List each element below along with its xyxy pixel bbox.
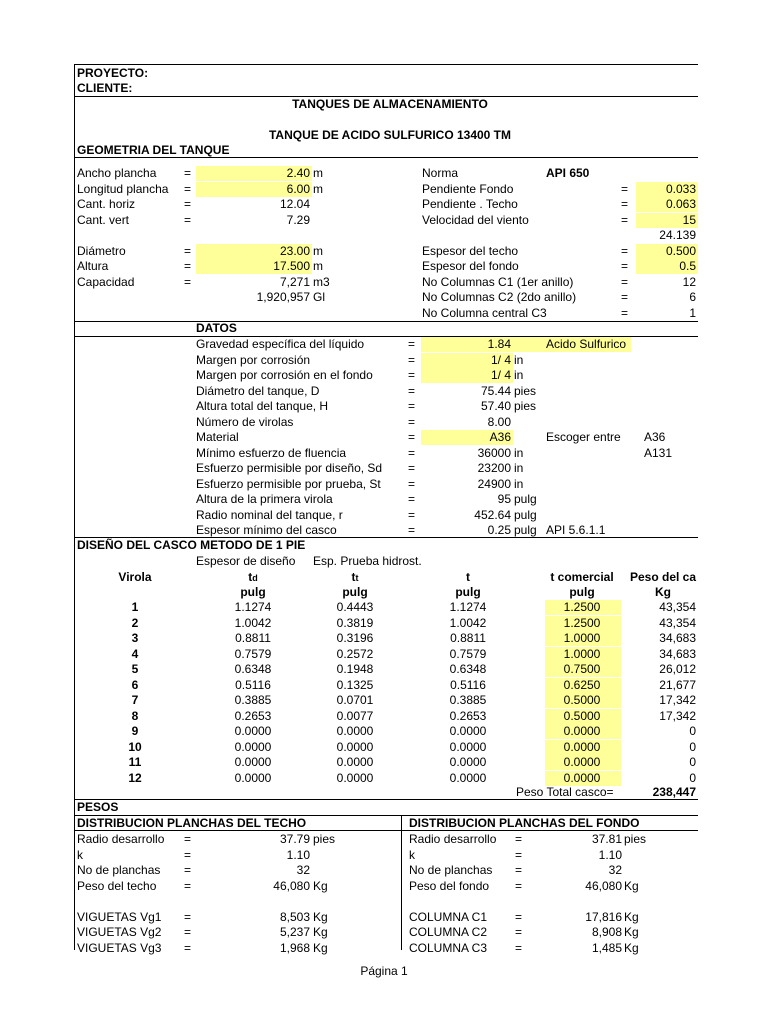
pesos-title: PESOS xyxy=(77,800,119,814)
fondo-label: COLUMNA C3 xyxy=(409,940,488,955)
geo-left-unit: m xyxy=(313,166,323,180)
fondo-eq: = xyxy=(515,847,523,862)
techo-unit: Kg xyxy=(313,878,328,893)
techo-unit: Kg xyxy=(313,925,328,939)
geo-right-label: No Columna central C3 xyxy=(422,305,547,320)
datos-note2: A36 xyxy=(644,430,666,444)
fondo-value: 32 xyxy=(608,863,622,877)
datos-value: 1/ 4 xyxy=(490,352,511,367)
datos-eq: = xyxy=(408,461,416,475)
casco-unit: pulg xyxy=(342,585,368,599)
datos-eq: = xyxy=(408,445,416,460)
casco-sub-tt: Esp. Prueba hidrost. xyxy=(313,554,422,568)
geo-right-value: 0.063 xyxy=(665,197,696,211)
techo-label: VIGUETAS Vg1 xyxy=(77,909,162,924)
datos-value: 57.40 xyxy=(480,399,511,413)
geo-right-value: 0.5 xyxy=(679,259,696,273)
geo-right-value: 1 xyxy=(689,305,696,320)
geometria-title: GEOMETRIA DEL TANQUE xyxy=(77,143,230,157)
casco-row-peso: 0 xyxy=(689,739,696,754)
datos-value: 0.25 xyxy=(487,523,511,537)
datos-unit: in xyxy=(514,352,524,367)
geo-right-eq: = xyxy=(621,181,629,196)
datos-label: Margen por corrosión en el fondo xyxy=(196,368,373,382)
techo-eq: = xyxy=(184,925,192,939)
datos-eq: = xyxy=(408,492,416,506)
datos-unit: pulg xyxy=(514,492,537,506)
datos-note: Acido Sulfurico xyxy=(546,337,627,351)
geo-right-value: 12 xyxy=(682,274,696,289)
casco-row-virola: 7 xyxy=(131,693,139,707)
casco-row-cell: 1.0042 xyxy=(234,615,272,630)
datos-label: Mínimo esfuerzo de fluencia xyxy=(196,445,347,460)
geo-right-label: Pendiente . Techo xyxy=(422,197,518,211)
geo-right-value: 0.500 xyxy=(665,243,696,258)
casco-row-peso: 0 xyxy=(689,724,696,738)
casco-row-cell: 0.1325 xyxy=(336,677,374,692)
datos-label: Altura total del tanque, H xyxy=(196,399,329,413)
fondo-title: DISTRIBUCION PLANCHAS DEL FONDO xyxy=(409,816,640,830)
casco-row-virola: 6 xyxy=(131,677,139,692)
geo-left-unit: m3 xyxy=(313,274,330,289)
datos-eq: = xyxy=(408,430,416,444)
casco-row-peso: 34,683 xyxy=(659,646,696,661)
geo-left-value: 6.00 xyxy=(286,181,310,196)
geo-left-label: Altura xyxy=(77,259,109,273)
page-title: TANQUES DE ALMACENAMIENTO xyxy=(292,97,488,111)
fondo-value: 1,485 xyxy=(591,940,622,955)
geo-left-eq: = xyxy=(184,259,192,273)
casco-row-virola: 9 xyxy=(131,724,139,738)
casco-row-peso: 17,342 xyxy=(659,693,696,707)
geo-left-eq: = xyxy=(184,243,192,258)
geo-right-label: Espesor del techo xyxy=(422,243,519,258)
geo-right-value: 0.033 xyxy=(665,181,696,196)
casco-row-cell: 0.0000 xyxy=(336,770,374,785)
geo-right-eq: = xyxy=(621,290,629,304)
geo-right-value: 24.139 xyxy=(659,228,696,242)
casco-row-cell: 0.0077 xyxy=(336,708,374,723)
geo-right-label: No Columnas C2 (2do anillo) xyxy=(422,290,577,304)
datos-unit: in xyxy=(514,461,524,475)
casco-row-cell: 0.6250 xyxy=(563,677,601,692)
datos-value: 36000 xyxy=(477,445,511,460)
casco-row-peso: 34,683 xyxy=(659,631,696,645)
datos-note: API 5.6.1.1 xyxy=(546,523,606,537)
casco-header: t xyxy=(466,570,470,584)
datos-unit: pies xyxy=(514,383,537,398)
casco-row-cell: 0.3885 xyxy=(449,693,487,707)
casco-row-cell: 0.5000 xyxy=(563,693,601,707)
datos-note2: A131 xyxy=(644,445,673,460)
casco-sub-td: Espesor de diseño xyxy=(196,554,296,568)
casco-row-cell: 0.0000 xyxy=(234,755,272,769)
casco-row-cell: 1.2500 xyxy=(563,615,601,630)
geo-right-eq: = xyxy=(621,305,629,320)
casco-row-cell: 0.0000 xyxy=(234,739,272,754)
fondo-eq: = xyxy=(515,863,523,877)
datos-eq: = xyxy=(408,337,416,351)
casco-row-peso: 43,354 xyxy=(659,600,696,614)
geo-right-label: Espesor del fondo xyxy=(422,259,519,273)
geo-right-label: Velocidad del viento xyxy=(422,212,529,227)
datos-eq: = xyxy=(408,476,416,491)
casco-row-cell: 0.0000 xyxy=(234,770,272,785)
datos-value: 75.44 xyxy=(480,383,511,398)
datos-eq: = xyxy=(408,523,416,537)
cliente-label: CLIENTE: xyxy=(77,81,133,95)
datos-eq: = xyxy=(408,414,416,429)
datos-unit: in xyxy=(514,476,524,491)
techo-value: 37.79 xyxy=(279,832,310,846)
datos-eq: = xyxy=(408,399,416,413)
datos-eq: = xyxy=(408,383,416,398)
datos-label: Gravedad específica del líquido xyxy=(196,337,365,351)
casco-row-cell: 0.0000 xyxy=(336,755,374,769)
datos-unit: in xyxy=(514,368,524,382)
techo-title: DISTRIBUCION PLANCHAS DEL TECHO xyxy=(77,816,307,830)
casco-row-cell: 0.6348 xyxy=(234,662,272,676)
casco-row-cell: 0.1948 xyxy=(336,662,374,676)
casco-row-virola: 10 xyxy=(128,739,142,754)
geo-left-label: Ancho plancha xyxy=(77,166,157,180)
geo-right-eq: = xyxy=(621,274,629,289)
casco-row-cell: 0.7579 xyxy=(449,646,487,661)
casco-row-cell: 0.3819 xyxy=(336,615,374,630)
casco-row-cell: 1.1274 xyxy=(449,600,487,614)
fondo-eq: = xyxy=(515,832,523,846)
datos-eq: = xyxy=(408,507,416,522)
casco-row-peso: 26,012 xyxy=(659,662,696,676)
datos-value: 1/ 4 xyxy=(490,368,511,382)
techo-eq: = xyxy=(184,832,192,846)
casco-unit: pulg xyxy=(455,585,481,599)
fondo-eq: = xyxy=(515,925,523,939)
casco-header: t comercial xyxy=(550,570,614,584)
geo-left-label: Cant. vert xyxy=(77,212,130,227)
casco-row-virola: 3 xyxy=(131,631,139,645)
techo-eq: = xyxy=(184,847,192,862)
datos-unit: pulg xyxy=(514,507,537,522)
casco-row-peso: 0 xyxy=(689,770,696,785)
techo-label: k xyxy=(77,847,83,862)
casco-row-cell: 0.0000 xyxy=(449,770,487,785)
techo-value: 32 xyxy=(296,863,310,877)
geo-left-unit: Gl xyxy=(313,290,325,304)
casco-row-cell: 0.5116 xyxy=(235,677,271,692)
fondo-label: k xyxy=(409,847,415,862)
casco-unit: pulg xyxy=(240,585,266,599)
datos-label: Espesor mínimo del casco xyxy=(196,523,337,537)
fondo-unit: Kg xyxy=(624,878,639,893)
casco-row-cell: 0.0000 xyxy=(449,755,487,769)
casco-row-cell: 0.2653 xyxy=(234,708,272,723)
fondo-eq: = xyxy=(515,940,523,955)
casco-row-cell: 0.7500 xyxy=(563,662,601,676)
fondo-label: No de planchas xyxy=(409,863,493,877)
casco-row-virola: 8 xyxy=(131,708,139,723)
techo-label: Peso del techo xyxy=(77,878,157,893)
geo-left-unit: m xyxy=(313,243,323,258)
casco-row-cell: 0.0701 xyxy=(336,693,374,707)
datos-label: Radio nominal del tanque, r xyxy=(196,507,343,522)
fondo-eq: = xyxy=(515,909,523,924)
geo-left-eq: = xyxy=(184,181,192,196)
fondo-value: 1.10 xyxy=(598,847,622,862)
geo-right-value: 6 xyxy=(689,290,696,304)
datos-value: 24900 xyxy=(477,476,511,491)
casco-row-cell: 0.7579 xyxy=(234,646,272,661)
casco-row-cell: 0.0000 xyxy=(449,724,487,738)
casco-row-peso: 17,342 xyxy=(659,708,696,723)
casco-total-value: 238,447 xyxy=(652,785,696,799)
casco-row-cell: 0.3196 xyxy=(336,631,374,645)
geo-right-eq: = xyxy=(621,243,629,258)
techo-label: VIGUETAS Vg3 xyxy=(77,940,162,955)
casco-row-virola: 5 xyxy=(131,662,139,676)
geo-right-eq: = xyxy=(621,197,629,211)
casco-row-cell: 1.1274 xyxy=(234,600,272,614)
datos-note: Escoger entre xyxy=(546,430,621,444)
geo-right-label: Pendiente Fondo xyxy=(422,181,514,196)
fondo-unit: Kg xyxy=(624,940,639,955)
casco-row-virola: 11 xyxy=(128,755,142,769)
geo-left-eq: = xyxy=(184,166,192,180)
casco-row-cell: 0.0000 xyxy=(563,724,601,738)
geo-left-value: 2.40 xyxy=(286,166,310,180)
geo-left-eq: = xyxy=(184,197,192,211)
casco-header-subscript: d xyxy=(252,573,258,583)
datos-value: 1.84 xyxy=(487,337,511,351)
casco-header: Virola xyxy=(118,570,152,584)
datos-value: 8.00 xyxy=(487,414,511,429)
techo-eq: = xyxy=(184,878,192,893)
casco-row-cell: 0.0000 xyxy=(336,739,374,754)
datos-value: 23200 xyxy=(477,461,511,475)
techo-eq: = xyxy=(184,940,192,955)
geo-left-label: Cant. horiz xyxy=(77,197,136,211)
casco-row-cell: 0.5000 xyxy=(563,708,601,723)
casco-row-peso: 43,354 xyxy=(659,615,696,630)
casco-row-virola: 12 xyxy=(128,770,142,785)
casco-unit: Kg xyxy=(655,585,671,599)
left-border xyxy=(74,64,75,950)
datos-label: Diámetro del tanque, D xyxy=(196,383,320,398)
casco-row-cell: 0.0000 xyxy=(563,770,601,785)
techo-value: 46,080 xyxy=(273,878,310,893)
techo-unit: Kg xyxy=(313,940,328,955)
techo-unit: Kg xyxy=(313,909,328,924)
geo-right-label: No Columnas C1 (1er anillo) xyxy=(422,274,574,289)
techo-eq: = xyxy=(184,863,192,877)
casco-row-virola: 4 xyxy=(131,646,139,661)
techo-value: 8,503 xyxy=(279,909,310,924)
datos-eq: = xyxy=(408,352,416,367)
datos-label: Material xyxy=(196,430,239,444)
fondo-unit: Kg xyxy=(624,925,639,939)
geo-left-label: Longitud plancha xyxy=(77,181,169,196)
casco-row-cell: 0.8811 xyxy=(450,631,486,645)
casco-row-cell: 0.0000 xyxy=(563,739,601,754)
datos-label: Altura de la primera virola xyxy=(196,492,333,506)
divider-datos xyxy=(74,321,698,322)
casco-total-label: Peso Total casco= xyxy=(516,785,614,799)
page-number: Página 1 xyxy=(360,964,408,978)
geo-left-eq: = xyxy=(184,212,192,227)
datos-label: Número de virolas xyxy=(196,414,294,429)
fondo-value: 8,908 xyxy=(591,925,622,939)
page-subtitle: TANQUE DE ACIDO SULFURICO 13400 TM xyxy=(268,128,512,142)
casco-row-cell: 0.0000 xyxy=(563,755,601,769)
fondo-eq: = xyxy=(515,878,523,893)
casco-row-cell: 1.0000 xyxy=(563,646,601,661)
techo-label: Radio desarrollo xyxy=(77,832,165,846)
datos-unit: in xyxy=(514,445,524,460)
geo-right-eq: = xyxy=(621,212,629,227)
geo-right-extra: API 650 xyxy=(546,166,590,180)
casco-row-cell: 0.2653 xyxy=(449,708,487,723)
pesos-column-divider xyxy=(401,815,402,950)
fondo-value: 46,080 xyxy=(585,878,622,893)
fondo-label: Peso del fondo xyxy=(409,878,490,893)
casco-header: Peso del ca xyxy=(629,570,697,584)
datos-unit: pies xyxy=(514,399,537,413)
casco-row-cell: 0.5116 xyxy=(450,677,486,692)
casco-row-cell: 0.0000 xyxy=(449,739,487,754)
fondo-value: 37.81 xyxy=(591,832,622,846)
geo-left-label: Diámetro xyxy=(77,243,126,258)
datos-eq: = xyxy=(408,368,416,382)
casco-row-cell: 0.3885 xyxy=(234,693,272,707)
casco-row-cell: 0.6348 xyxy=(449,662,487,676)
casco-row-virola: 2 xyxy=(131,615,139,630)
casco-title: DISEÑO DEL CASCO METODO DE 1 PIE xyxy=(77,538,306,552)
datos-value: 95 xyxy=(497,492,511,506)
top-border xyxy=(74,64,698,65)
casco-row-cell: 1.0000 xyxy=(563,631,601,645)
datos-label: Esfuerzo permisible por diseño, Sd xyxy=(196,461,383,475)
geo-left-value: 7,271 xyxy=(279,274,310,289)
casco-header: tt xyxy=(351,570,359,584)
techo-value: 1.10 xyxy=(286,847,310,862)
geo-right-label: Norma xyxy=(422,166,459,180)
casco-header-subscript: t xyxy=(355,573,359,583)
casco-row-peso: 21,677 xyxy=(659,677,696,692)
proyecto-label: PROYECTO: xyxy=(77,66,149,80)
geo-right-value: 15 xyxy=(682,212,696,227)
casco-row-cell: 0.2572 xyxy=(336,646,374,661)
casco-row-cell: 1.2500 xyxy=(563,600,601,614)
casco-row-cell: 0.4443 xyxy=(336,600,374,614)
techo-unit: pies xyxy=(313,832,336,846)
datos-value: A36 xyxy=(489,430,511,444)
fondo-label: Radio desarrollo xyxy=(409,832,497,846)
casco-row-cell: 1.0042 xyxy=(449,615,487,630)
geo-left-unit: m xyxy=(313,181,323,196)
casco-unit: pulg xyxy=(569,585,595,599)
geo-left-unit: m xyxy=(313,259,323,273)
datos-value: 452.64 xyxy=(474,507,511,522)
techo-label: VIGUETAS Vg2 xyxy=(77,925,162,939)
casco-row-cell: 0.8811 xyxy=(235,631,271,645)
casco-row-peso: 0 xyxy=(689,755,696,769)
fondo-unit: pies xyxy=(624,832,647,846)
datos-label: Margen por corrosión xyxy=(196,352,311,367)
techo-value: 1,968 xyxy=(279,940,310,955)
geo-left-eq: = xyxy=(184,274,192,289)
geo-left-value: 17.500 xyxy=(273,259,310,273)
fondo-label: COLUMNA C1 xyxy=(409,909,488,924)
geo-right-eq: = xyxy=(621,259,629,273)
geo-left-value: 23.00 xyxy=(279,243,310,258)
techo-label: No de planchas xyxy=(77,863,161,877)
geo-left-value: 1,920,957 xyxy=(256,290,310,304)
geo-left-value: 7.29 xyxy=(286,212,310,227)
casco-header: td xyxy=(248,570,258,584)
datos-label: Esfuerzo permisible por prueba, St xyxy=(196,476,381,491)
geo-left-label: Capacidad xyxy=(77,274,135,289)
datos-unit: pulg xyxy=(514,523,537,537)
casco-row-virola: 1 xyxy=(131,600,139,614)
geo-left-value: 12.04 xyxy=(279,197,310,211)
techo-value: 5,237 xyxy=(279,925,310,939)
datos-title: DATOS xyxy=(196,321,237,335)
fondo-value: 17,816 xyxy=(585,909,622,924)
casco-row-cell: 0.0000 xyxy=(336,724,374,738)
casco-row-cell: 0.0000 xyxy=(234,724,272,738)
fondo-label: COLUMNA C2 xyxy=(409,925,488,939)
techo-eq: = xyxy=(184,909,192,924)
fondo-unit: Kg xyxy=(624,909,639,924)
